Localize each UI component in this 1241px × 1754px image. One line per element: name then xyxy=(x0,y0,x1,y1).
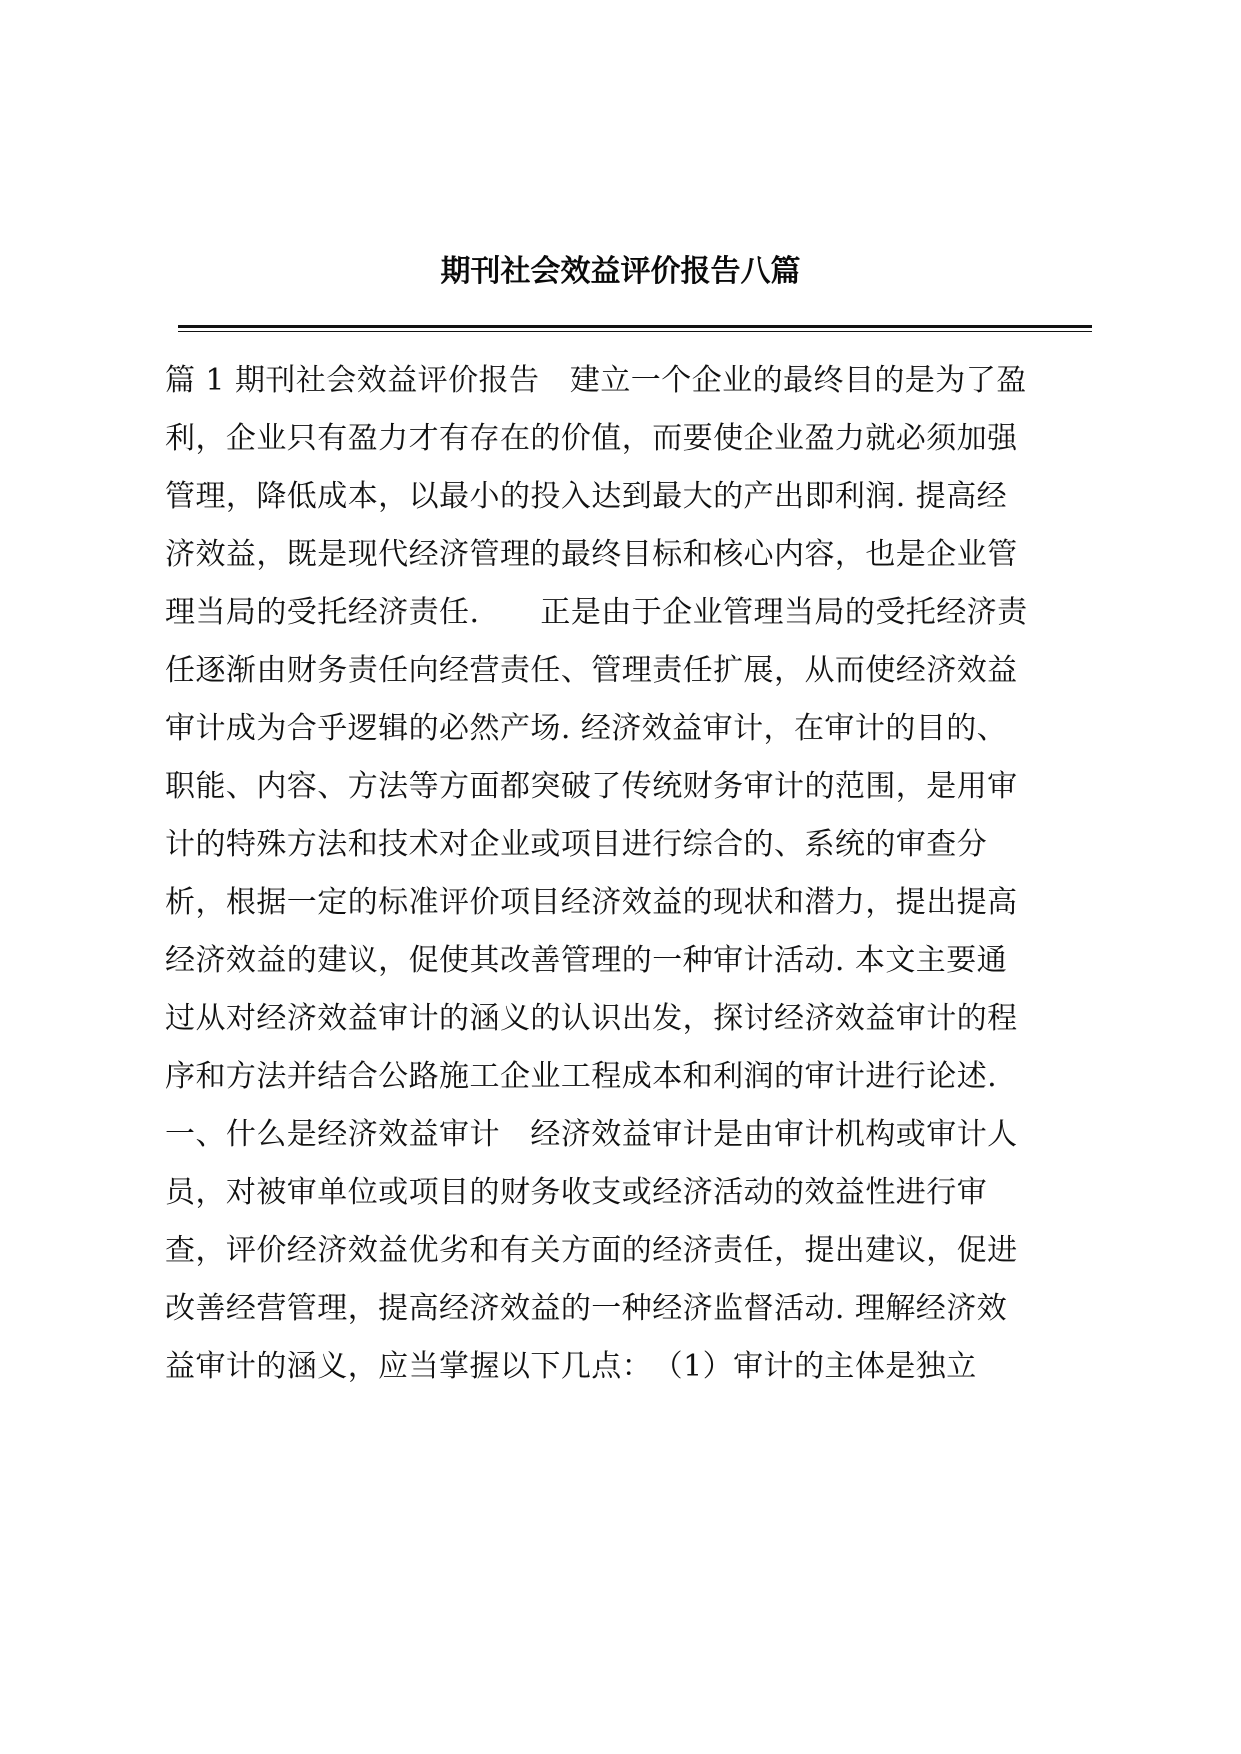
text-line: 理当局的受托经济责任. 正是由于企业管理当局的受托经济责 xyxy=(165,595,1028,630)
body-text xyxy=(165,352,1095,1396)
text-line: 计的特殊方法和技术对企业或项目进行综合的、系统的审查分 xyxy=(165,827,988,862)
text-line: 利，企业只有盈力才有存在的价值，而要使企业盈力就必须加强 xyxy=(165,421,1018,456)
text-line: 员，对被审单位或项目的财务收支或经济活动的效益性进行审 xyxy=(165,1175,988,1210)
text-line: 篇 1 期刊社会效益评价报告 建立一个企业的最终目的是为了盈 xyxy=(165,363,1027,398)
text-line: 益审计的涵义，应当掌握以下几点： （1）审计的主体是独立 xyxy=(165,1349,977,1384)
document-title: 期刊社会效益评价报告八篇 xyxy=(440,254,801,289)
text-line: 过从对经济效益审计的涵义的认识出发，探讨经济效益审计的程 xyxy=(165,1001,1018,1036)
text-line: 审计成为合乎逻辑的必然产场. 经济效益审计，在审计的目的、 xyxy=(165,711,1008,746)
text-line: 改善经营管理，提高经济效益的一种经济监督活动. 理解经济效 xyxy=(165,1291,1008,1326)
title-rule-thin xyxy=(178,331,1092,332)
text-line: 管理，降低成本，以最小的投入达到最大的产出即利润. 提高经 xyxy=(165,479,1008,514)
text-line: 经济效益的建议，促使其改善管理的一种审计活动. 本文主要通 xyxy=(165,943,1008,978)
text-line: 任逐渐由财务责任向经营责任、管理责任扩展，从而使经济效益 xyxy=(165,653,1018,688)
title-rule-thick xyxy=(178,325,1092,328)
text-line: 查，评价经济效益优劣和有关方面的经济责任，提出建议，促进 xyxy=(165,1233,1018,1268)
text-line: 职能、内容、方法等方面都突破了传统财务审计的范围，是用审 xyxy=(165,769,1018,804)
text-line: 析，根据一定的标准评价项目经济效益的现状和潜力，提出提高 xyxy=(165,885,1018,920)
text-line: 序和方法并结合公路施工企业工程成本和利润的审计进行论述. xyxy=(165,1059,998,1094)
text-line: 济效益，既是现代经济管理的最终目标和核心内容，也是企业管 xyxy=(165,537,1018,572)
text-line: 一、什么是经济效益审计 经济效益审计是由审计机构或审计人 xyxy=(165,1117,1018,1152)
